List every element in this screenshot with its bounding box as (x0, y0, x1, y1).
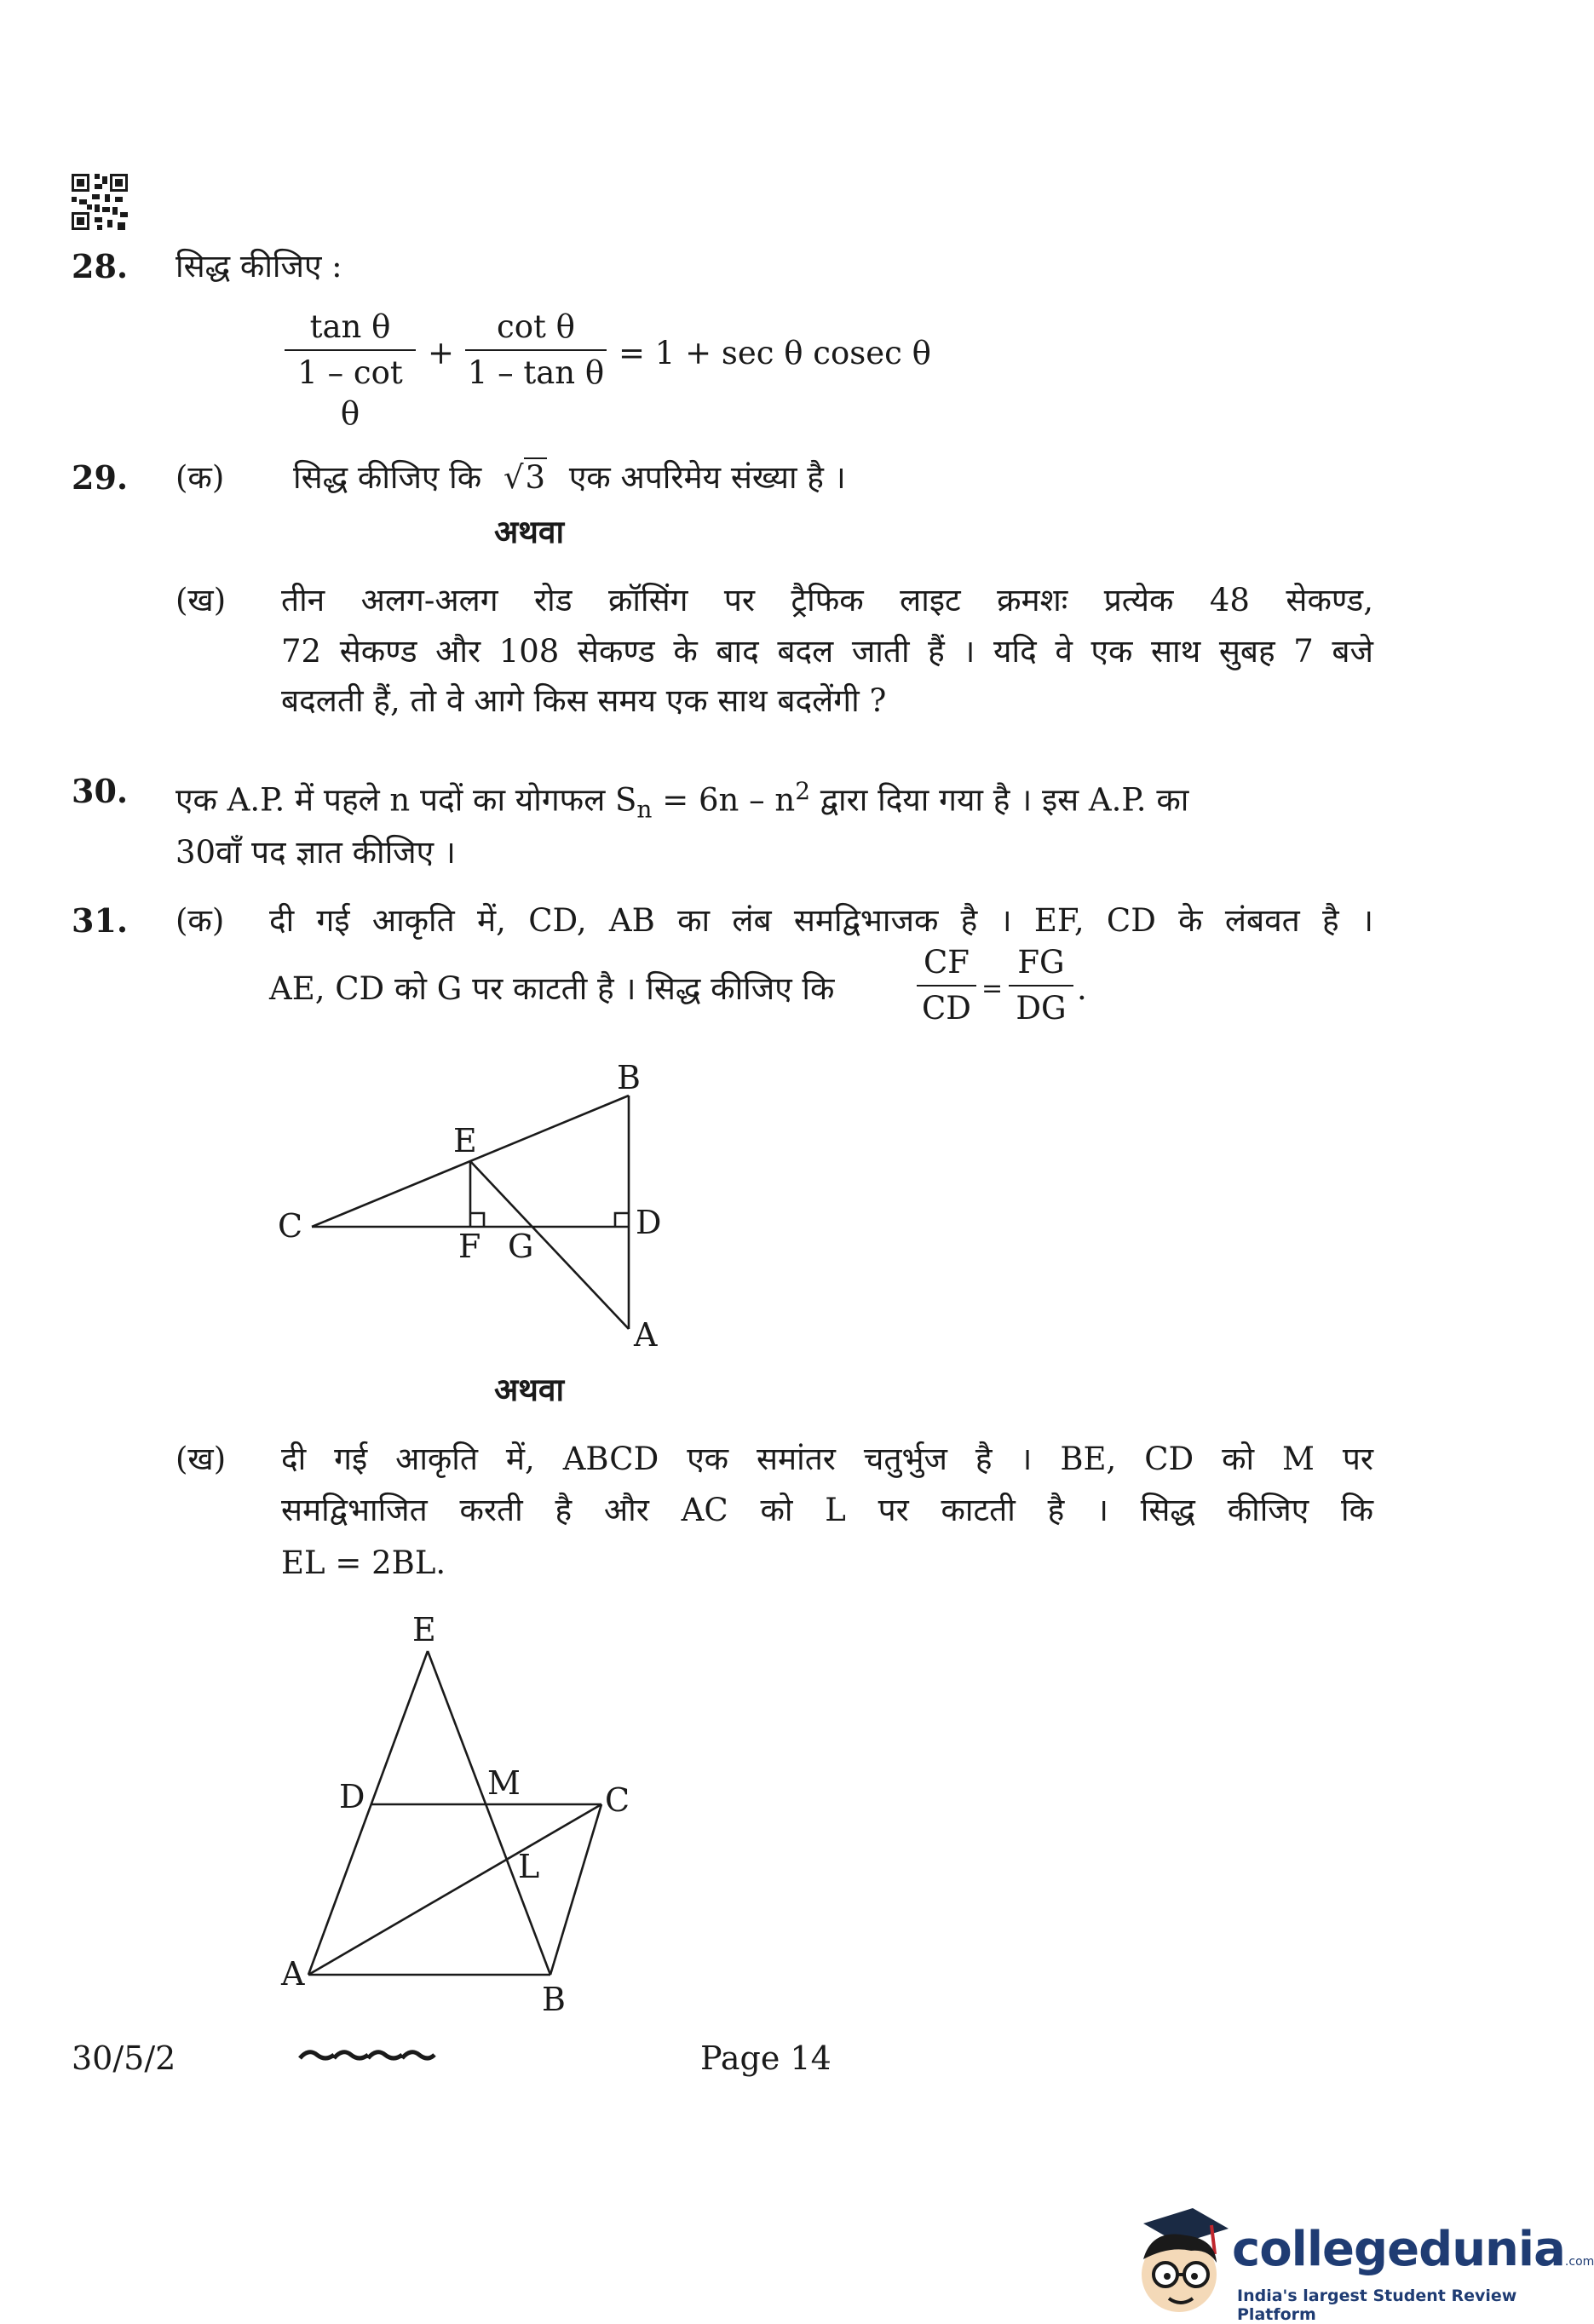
fraction-numerator: CF (924, 944, 970, 981)
point-label-d: D (339, 1778, 365, 1815)
radical-sign-icon: √ (503, 459, 524, 496)
point-label-m: M (487, 1764, 521, 1802)
paper-code: 30/5/2 (72, 2039, 176, 2077)
fraction-denominator: CD (922, 990, 971, 1027)
superscript: 2 (795, 777, 811, 805)
brand-name: collegedunia (1232, 2222, 1565, 2277)
fraction-numerator: tan θ (309, 308, 391, 345)
question-30-line-2: 30वाँ पद ज्ञात कीजिए । (176, 834, 456, 871)
point-label-b: B (617, 1059, 641, 1096)
text-segment: = 6n – n (652, 781, 796, 819)
or-separator: अथवा (494, 1371, 565, 1408)
segment-eb (428, 1651, 550, 1975)
plus-sign: + (428, 335, 455, 371)
equals-sign: = (981, 974, 1004, 1004)
segment-ea (470, 1161, 629, 1329)
segment-ae (308, 1651, 428, 1975)
or-separator: अथवा (494, 513, 565, 550)
text-segment: एक अपरिमेय संख्या है । (568, 459, 846, 496)
fraction-numerator: FG (1017, 944, 1065, 981)
question-31a-line-1: दी गई आकृति में, CD, AB का लंब समद्विभाजक है । EF, CD के लंबवत है । (269, 902, 1373, 939)
text-segment: द्वारा दिया गया है । इस A.P. का (810, 781, 1189, 819)
question-number-30: 30. (72, 772, 129, 810)
collegedunia-mascot-icon (1126, 2203, 1237, 2319)
fraction-denominator: 1 – tan θ (467, 354, 605, 391)
question-number-29: 29. (72, 458, 129, 497)
radicand: 3 (525, 459, 546, 496)
subscript: n (636, 795, 653, 824)
point-label-f: F (458, 1228, 481, 1265)
point-label-l: L (518, 1848, 540, 1885)
option-a-label: (क) (176, 459, 225, 496)
fraction-denominator: DG (1016, 990, 1067, 1027)
point-label-b: B (542, 1981, 566, 2018)
fraction-numerator: cot θ (497, 308, 575, 345)
option-b-label: (ख) (176, 1441, 227, 1477)
identity-rhs: = 1 + sec θ cosec θ (619, 335, 931, 371)
fraction-denominator: 1 – cot θ (297, 354, 403, 432)
period: . (1077, 970, 1087, 1007)
point-label-e: E (412, 1611, 436, 1648)
question-28-instruction: सिद्ध कीजिए : (176, 248, 342, 285)
question-31a-line-2: AE, CD को G पर काटती है । सिद्ध कीजिए कि (269, 970, 835, 1007)
point-label-a: A (634, 1316, 658, 1354)
question-number-31: 31. (72, 901, 129, 940)
question-31b-line-3: EL = 2BL. (281, 1545, 446, 1581)
point-label-d: D (636, 1204, 662, 1241)
point-label-c: C (278, 1207, 303, 1245)
question-31b-line-2: समद्विभाजित करती है और AC को L पर काटती है । सिद्ध कीजिए कि (281, 1492, 1373, 1528)
option-a-label: (क) (176, 902, 225, 939)
question-29b-line-2: 72 सेकण्ड और 108 सेकण्ड के बाद बदल जाती हैं । यदि वे एक साथ सुबह 7 बजे (281, 633, 1373, 670)
brand-tld: .com (1564, 2255, 1594, 2269)
tilde-ornament-icon (296, 2045, 436, 2067)
question-29b-line-3: बदलती हैं, तो वे आगे किस समय एक साथ बदलेंगी ? (281, 682, 887, 719)
right-angle-marker-f (470, 1213, 484, 1227)
text-segment: सिद्ध कीजिए कि (293, 459, 482, 496)
collegedunia-tagline: India's largest Student Review Platform (1237, 2287, 1517, 2324)
question-number-28: 28. (72, 247, 129, 285)
page-number: Page 14 (700, 2039, 832, 2077)
option-b-label: (ख) (176, 582, 227, 618)
question-29b-line-1: तीन अलग-अलग रोड क्रॉसिंग पर ट्रैफिक लाइट क्रमशः प्रत्येक 48 सेकण्ड, (281, 582, 1373, 618)
point-label-g: G (508, 1228, 534, 1265)
collegedunia-wordmark (1232, 2222, 1594, 2277)
point-label-a: A (281, 1955, 305, 1993)
text-segment: एक A.P. में पहले n पदों का योगफल S (176, 781, 637, 819)
question-31b-line-1: दी गई आकृति में, ABCD एक समांतर चतुर्भुज है । BE, CD को M पर (281, 1441, 1373, 1477)
right-angle-marker-d (615, 1213, 629, 1227)
point-label-c: C (605, 1781, 630, 1819)
point-label-e: E (453, 1122, 477, 1159)
